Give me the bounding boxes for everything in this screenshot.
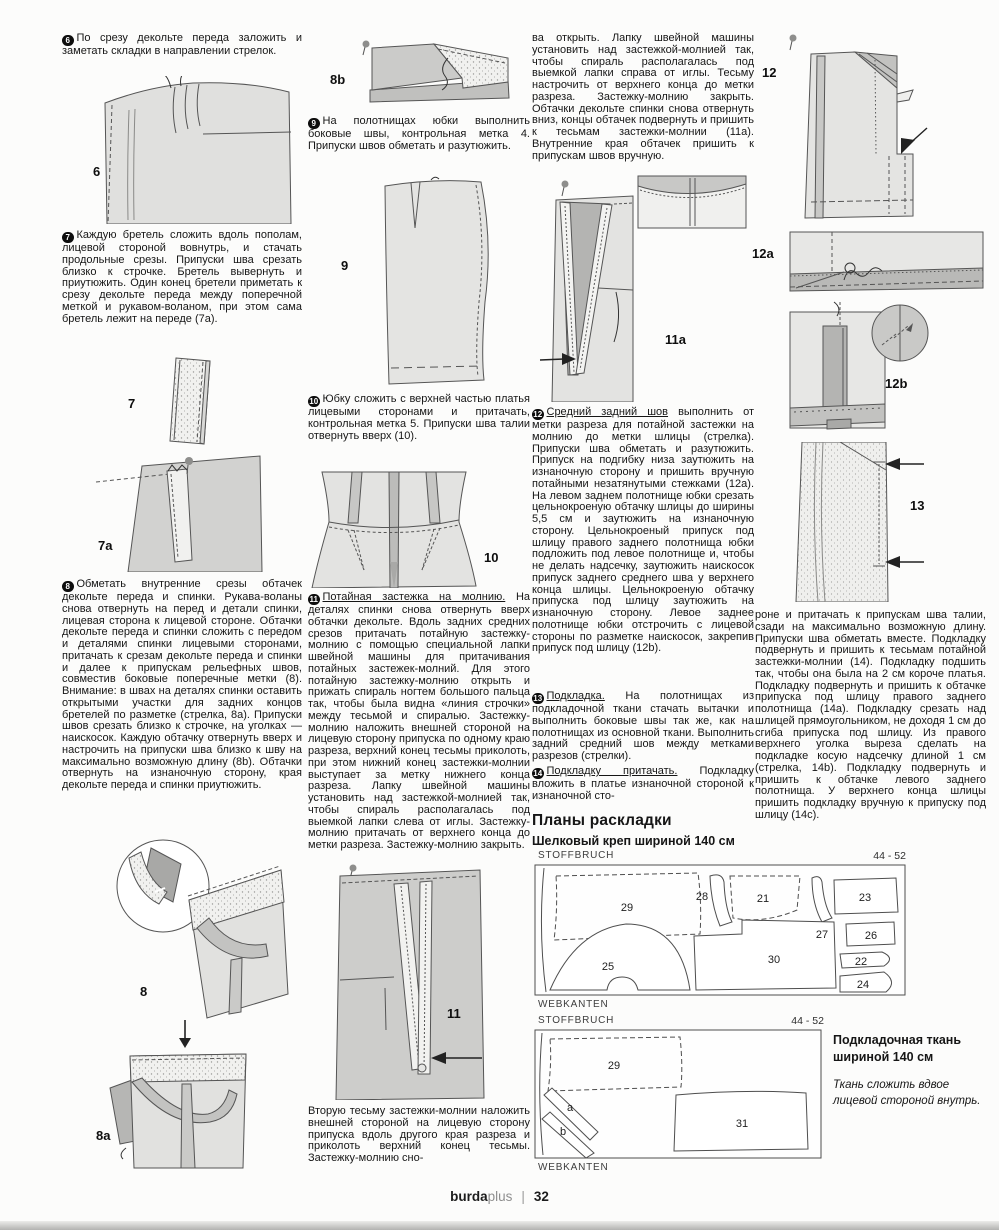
step-14-continuation-text: роне и притачать к припускам шва талии, сзади на максимально возможную длину. Припуски шва обметать вместе. Подкладку подвернуть и пришить к тесьмам потайной застежки-молнии (14). Подкладку подшить так, чтобы она была на 2 см короче платья. Подкладку подвернуть и пришить к обтачке припуска под шлицу правого заднего полотнища (14а). Подкладку срезать над шлицей прямоугольником, не доходя 1 см до сгиба припуска под шлицу. Из правого верхнего уголка выреза сделать на подкладке косую надсечку длиной 1 см (стрелка, 14b). Подкладку подвернуть и пришить к обтачке левого заднего полотнища. У верхнего конца шлицы пришить подкладку вручную к припуску под шлицу (14с). — [755, 609, 986, 821]
plan1-piece-24: 24 — [856, 979, 870, 991]
step-6-text: По срезу декольте переда заложить и заметать складки в направлении стрелок. — [62, 32, 302, 57]
figure-11 — [330, 860, 495, 1100]
step-8-number: 8 — [62, 581, 74, 593]
plan1-sizes-label: 44 - 52 — [873, 850, 906, 862]
figure-8b-label: 8b — [330, 72, 346, 87]
footer-divider: | — [521, 1189, 525, 1204]
step-6-paragraph — [62, 33, 302, 58]
figure-8a-illustration — [96, 1048, 261, 1170]
page-footer — [0, 1189, 999, 1204]
figure-12b — [782, 300, 985, 438]
figure-6 — [75, 76, 295, 224]
brand-name-light: plus — [487, 1189, 513, 1204]
step-13-text: На полотнищах из подкладочной ткани стачать вытачки и выполнить боковые швы так же, как на полотнищах из основной ткани. Выполнить задний средний шов между метками разрезов (стрелки). — [532, 690, 754, 762]
lining-fabric-title — [833, 1032, 993, 1066]
plan1-piece-22: 22 — [854, 956, 868, 968]
plan2-piece-b: b — [559, 1126, 567, 1138]
plan1-piece-21: 21 — [756, 893, 770, 905]
brand-name-bold: burda — [450, 1189, 488, 1204]
plan2-piece-a: a — [566, 1102, 574, 1114]
figure-10 — [308, 466, 508, 588]
cutting-layout-plan1 — [534, 864, 906, 996]
step-14-title: Подкладку притачать. — [546, 765, 678, 777]
plan2-stoffbruch-label: STOFFBRUCH — [538, 1015, 615, 1026]
lining-fabric-title-line2: шириной 140 см — [833, 1050, 934, 1064]
step-8-text: Обметать внутренние срезы обтачек декольте переда и спинки. Рукава-воланы снова отвернуть на перед и детали спинки, лицевая сторона к лицевой стороне. Обтачки декольте переда и спинки сложить с передом и деталями спинки лицевыми сторонами, притачать к срезам декольте переда и спинки и далее к припускам рельефных швов, совместив боковые поперечные метки (8). Внимание: в швах на деталях спинки оставить открытыми участки для задних концов бретелей по разметке (стрелка, 8а). Припуски швов срезать близко к строчке, на уголках — наискосок. Каждую обтачку отвернуть вверх и настрочить на припуски шва близко к шву на максимально возможную длину (8b). Обтачки отвернуть на изнаночную сторону, края декольте переда и спинки приутюжить. — [62, 578, 302, 791]
figure-12-label: 12 — [762, 65, 777, 80]
step-11-continuation-paragraph — [308, 1106, 530, 1165]
figure-9-illustration — [335, 172, 510, 390]
figure-8a — [96, 1048, 261, 1170]
column3-top-paragraph — [532, 33, 754, 162]
figure-12a-illustration — [752, 230, 985, 294]
figure-8-arrow-down — [175, 1020, 195, 1048]
step-13-paragraph — [532, 691, 754, 763]
figure-6-label: 6 — [93, 164, 101, 179]
step-13-title: Подкладка. — [546, 690, 605, 702]
plan2-piece-31: 31 — [735, 1118, 749, 1130]
plan1-piece-25: 25 — [601, 961, 615, 973]
step-11-paragraph — [308, 592, 530, 852]
figure-9-label: 9 — [341, 258, 349, 273]
plan1-piece-27: 27 — [815, 929, 829, 941]
step-12-text: выполнить от метки разреза для потайной застежки на молнию до метки шлицы (стрелка). Припуски шва обметать и разутюжить. Припуск на подгибку низа заутюжить на изнаночную сторону и пришить вручную потайными незатянутыми стежками (12а). На левом заднем полотнище юбки срезать цельнокроеную обтачку шлицы до ширины 5,5 см и заутюжить на изнаночную сторону. Цельнокроеный припуск под шлицу правого заднего полотнища юбки подложить под левое полотнище и, чтобы не делать надсечку, заутюжить наискосок припуск заднего среднего шва у верхнего конца шлицы. Цельнокроеную обтачку припуска под шлицу заутюжить на изнаночную сторону. Левое заднее полотнище юбки отстрочить с лицевой стороны по разметке наискосок, закрепив припуск под шлицу (12b). — [532, 406, 755, 655]
figure-8b-illustration — [322, 36, 517, 112]
figure-7-illustration — [120, 352, 260, 448]
figure-11a — [538, 170, 750, 402]
figure-7a — [88, 450, 263, 572]
figure-8-label: 8 — [140, 984, 148, 999]
step-13-number: 13 — [533, 693, 543, 703]
down-arrow-icon — [175, 1020, 195, 1048]
figure-7-label: 7 — [128, 396, 136, 411]
step-8-paragraph — [62, 579, 302, 792]
figure-12a-label: 12а — [752, 246, 774, 261]
step-10-number: 10 — [309, 396, 319, 406]
step-10-text: Юбку сложить с верхней частью платья лицевыми сторонами и притачать, контрольная метка 5. Припуски шва талии отвернуть вверх (10). — [308, 393, 530, 442]
plan1-webkanten-label: WEBKANTEN — [538, 999, 609, 1010]
plan2-diagram — [534, 1029, 822, 1159]
step-9-paragraph — [308, 116, 530, 153]
plan1-diagram — [534, 864, 906, 996]
figure-12b-label: 12b — [885, 376, 908, 391]
figure-12b-illustration — [782, 300, 985, 438]
figure-11a-illustration — [538, 170, 750, 402]
plan2-piece-29: 29 — [607, 1060, 621, 1072]
figure-7 — [120, 352, 260, 448]
step-7-number: 7 — [62, 232, 74, 244]
step-12-title: Средний задний шов — [546, 406, 669, 418]
plan1-piece-23: 23 — [858, 892, 872, 904]
figure-13 — [782, 442, 985, 602]
column4-top-paragraph — [755, 610, 986, 822]
page-bottom-edge — [0, 1221, 999, 1230]
plan1-piece-30: 30 — [767, 954, 781, 966]
step-9-number: 9 — [308, 118, 320, 130]
step-14-paragraph — [532, 766, 754, 803]
figure-13-illustration — [782, 442, 985, 602]
plan1-piece-26: 26 — [864, 930, 878, 942]
step-14-number: 14 — [533, 768, 543, 778]
step-11-title: Потайная застежка на молнию. — [322, 591, 506, 603]
step-12-paragraph — [532, 407, 754, 655]
step-11-number: 11 — [309, 594, 318, 604]
step-11-text: На деталях спинки снова отвернуть вверх обтачки декольте. Вдоль задних средних срезов притачать потайную застежку-молнию с помощью специальной лапки швейной машины для притачивания потайных застежек-молний. Для этого потайную застежку-молнию открыть и прижать спираль ногтем большого пальца так, чтобы была видна «линия строчки» между тесьмой и спиралью. Застежку-молнию наложить внешней стороной на лицевую сторону припуска по одному краю разреза, верхний конец тесьмы приколоть, при этом нижний конец застежки-молнии выступает за метку нижнего конца разреза. Лапку швейной машины установить над застежкой-молнией так, чтобы спираль располагалась под выемкой лапки слева от иглы. Застежку-молнию притачать от верхнего конца до метки разреза. Застежку-молнию закрыть. — [308, 591, 531, 851]
step-12-number: 12 — [533, 409, 543, 419]
layout-plans-heading: Планы раскладки — [532, 812, 672, 829]
plan1-piece-29: 29 — [620, 902, 634, 914]
layout-plan1-subheading: Шелковый креп шириной 140 см — [532, 834, 735, 848]
figure-8a-label: 8а — [96, 1128, 111, 1143]
step-6-number: 6 — [62, 35, 74, 47]
step-11-continuation-text: Вторую тесьму застежки-молнии наложить внешней стороной на лицевую сторону припуска вдоль другого края разреза и приколоть верхний конец тесьмы. Застежку-молнию сно- — [308, 1105, 530, 1164]
figure-12 — [755, 26, 985, 226]
figure-12-illustration — [755, 26, 985, 226]
figure-10-illustration — [308, 466, 508, 588]
lining-fabric-title-line1: Подкладочная ткань — [833, 1033, 962, 1047]
figure-7a-illustration — [88, 450, 263, 572]
figure-7a-label: 7а — [98, 538, 113, 553]
step-7-text: Каждую бретель сложить вдоль пополам, лицевой стороной вовнутрь, и стачать продольные срезы. Припуски шва срезать близко к строчке. Бретель вывернуть и приутюжить. Один конец бретели приметать к срезу декольте переда между поперечной меткой и рукавом-воланом, при этом сама бретель лежит на переде (7а). — [62, 229, 302, 325]
step-7-paragraph — [62, 230, 302, 325]
lining-fabric-note: Ткань сложить вдвое лицевой стороной внутрь. — [833, 1079, 981, 1107]
figure-8 — [85, 836, 290, 1021]
figure-12a — [752, 230, 985, 294]
plan1-stoffbruch-label: STOFFBRUCH — [538, 850, 615, 861]
figure-8b — [322, 36, 517, 112]
page-number: 32 — [533, 1189, 549, 1204]
plan1-piece-28: 28 — [695, 891, 709, 903]
step-10-paragraph — [308, 394, 530, 442]
cutting-layout-plan2 — [534, 1029, 822, 1159]
plan2-sizes-label: 44 - 52 — [791, 1015, 824, 1027]
plan2-webkanten-label: WEBKANTEN — [538, 1162, 609, 1173]
figure-9 — [335, 172, 510, 390]
figure-11a-label: 11а — [665, 332, 686, 347]
figure-13-label: 13 — [910, 498, 925, 513]
figure-11-label: 11 — [447, 1006, 461, 1021]
figure-8-illustration — [85, 836, 290, 1021]
step-11-continuation2-text: ва открыть. Лапку швейной машины установить над застежкой-молнией так, чтобы спираль располагалась под выемкой лапки справа от иглы. Тесьму настрочить от верхнего конца до метки разреза. Застежку-молнию закрыть. Обтачки декольте спинки снова отвернуть вниз, концы обтачек подвернуть и пришить к тесьмам застежки-молнии (11а). Внутренние края обтачек пришить к припускам швов вручную. — [532, 32, 754, 162]
step-9-text: На полотнищах юбки выполнить боковые швы, контрольная метка 4. Припуски швов обметать и разутюжить. — [308, 115, 530, 152]
figure-10-label: 10 — [484, 550, 499, 565]
figure-11-illustration — [330, 860, 495, 1100]
figure-6-illustration — [75, 76, 295, 224]
step-14-text: Подкладку вложить в платье изнаночной стороной к изнаночной сто- — [532, 765, 754, 802]
